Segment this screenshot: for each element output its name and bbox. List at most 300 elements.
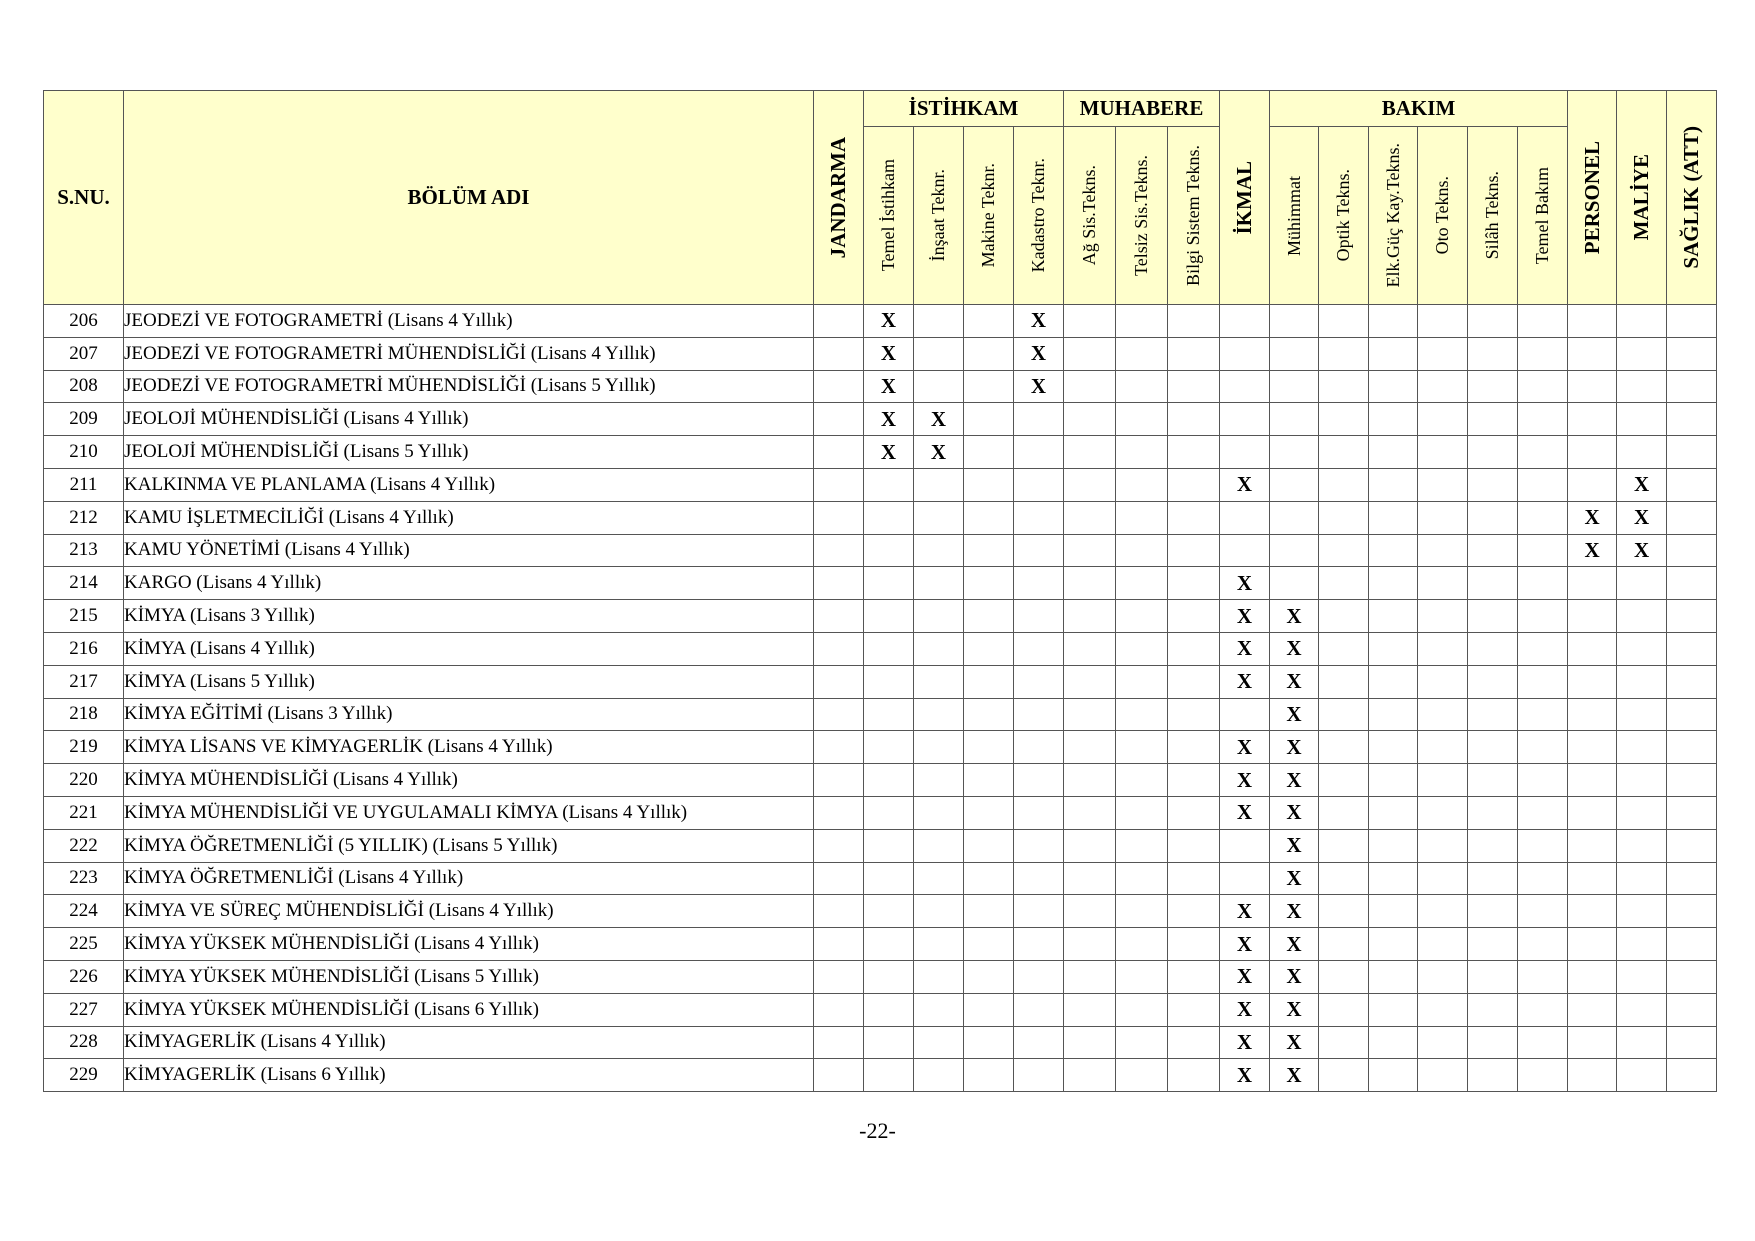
empty-cell [1064,567,1116,600]
empty-cell [864,468,914,501]
row-number: 224 [44,895,124,928]
empty-cell [1319,1026,1369,1059]
empty-cell [1014,698,1064,731]
sno-header: S.NU. [44,91,124,305]
empty-cell [1568,829,1617,862]
istihkam-subcol-label: Kadastro Teknr. [1028,158,1048,273]
table-row [44,1059,1717,1092]
eligibility-mark: X [864,370,914,403]
eligibility-mark: X [864,337,914,370]
empty-cell [1220,862,1270,895]
row-number: 212 [44,501,124,534]
table-header [44,91,1717,305]
empty-cell [1468,698,1518,731]
empty-cell [1518,829,1568,862]
empty-cell [1418,764,1468,797]
empty-cell [1270,468,1319,501]
eligibility-mark: X [1270,960,1319,993]
empty-cell [914,501,964,534]
empty-cell [1270,337,1319,370]
empty-cell [1617,567,1667,600]
row-number: 219 [44,731,124,764]
empty-cell [1270,567,1319,600]
table-row [44,1026,1717,1059]
empty-cell [1116,960,1168,993]
empty-cell [1667,370,1717,403]
row-number: 220 [44,764,124,797]
department-name: KİMYA VE SÜREÇ MÜHENDİSLİĞİ (Lisans 4 Yıllık) [124,895,814,928]
table-row [44,468,1717,501]
eligibility-mark: X [1220,764,1270,797]
empty-cell [1270,305,1319,338]
empty-cell [864,534,914,567]
empty-cell [1064,993,1116,1026]
empty-cell [1064,764,1116,797]
row-number: 206 [44,305,124,338]
empty-cell [1369,468,1418,501]
empty-cell [1116,829,1168,862]
empty-cell [1220,501,1270,534]
empty-cell [1568,1026,1617,1059]
empty-cell [1369,1026,1418,1059]
empty-cell [914,829,964,862]
empty-cell [1168,567,1220,600]
empty-cell [1667,993,1717,1026]
empty-cell [1270,370,1319,403]
department-name: JEODEZİ VE FOTOGRAMETRİ MÜHENDİSLİĞİ (Lisans 4 Yıllık) [124,337,814,370]
department-name: KİMYA LİSANS VE KİMYAGERLİK (Lisans 4 Yıllık) [124,731,814,764]
page-number: -22- [859,1118,896,1143]
empty-cell [1518,370,1568,403]
empty-cell [1667,1059,1717,1092]
empty-cell [1617,1026,1667,1059]
empty-cell [914,928,964,961]
empty-cell [1064,370,1116,403]
subcol-header [1064,127,1116,305]
empty-cell [1418,534,1468,567]
empty-cell [814,928,864,961]
empty-cell [1418,1059,1468,1092]
header-group-row [44,91,1717,127]
empty-cell [814,764,864,797]
ikmal-label: İKMAL [1232,160,1256,235]
empty-cell [1116,1059,1168,1092]
empty-cell [864,665,914,698]
table-row [44,895,1717,928]
eligibility-mark: X [1220,960,1270,993]
empty-cell [1617,403,1667,436]
row-number: 226 [44,960,124,993]
empty-cell [1369,665,1418,698]
empty-cell [1116,796,1168,829]
eligibility-mark: X [1617,534,1667,567]
empty-cell [1270,403,1319,436]
empty-cell [1418,960,1468,993]
empty-cell [1064,862,1116,895]
empty-cell [1468,501,1518,534]
empty-cell [1168,731,1220,764]
muhabere-subcol-label: Ağ Sis.Tekns. [1079,165,1099,266]
eligibility-mark: X [864,436,914,469]
empty-cell [1468,1026,1518,1059]
eligibility-mark: X [1270,796,1319,829]
department-name: KİMYA MÜHENDİSLİĞİ (Lisans 4 Yıllık) [124,764,814,797]
empty-cell [1568,436,1617,469]
empty-cell [964,862,1014,895]
table-row [44,567,1717,600]
empty-cell [814,1026,864,1059]
empty-cell [1369,862,1418,895]
empty-cell [1568,928,1617,961]
empty-cell [1468,764,1518,797]
empty-cell [914,567,964,600]
empty-cell [1468,337,1518,370]
empty-cell [1667,600,1717,633]
empty-cell [964,468,1014,501]
row-number: 216 [44,632,124,665]
empty-cell [1518,468,1568,501]
empty-cell [1667,1026,1717,1059]
empty-cell [1568,1059,1617,1092]
empty-cell [1014,764,1064,797]
empty-cell [1116,600,1168,633]
empty-cell [1568,567,1617,600]
empty-cell [1468,534,1518,567]
empty-cell [1319,895,1369,928]
table-row [44,829,1717,862]
empty-cell [1468,436,1518,469]
empty-cell [1319,928,1369,961]
empty-cell [1568,600,1617,633]
table-row [44,731,1717,764]
empty-cell [1220,829,1270,862]
empty-cell [1617,862,1667,895]
table-row [44,632,1717,665]
empty-cell [1168,337,1220,370]
empty-cell [1568,895,1617,928]
empty-cell [1667,829,1717,862]
empty-cell [1418,665,1468,698]
empty-cell [1116,698,1168,731]
eligibility-mark: X [1270,600,1319,633]
empty-cell [1518,567,1568,600]
empty-cell [1064,796,1116,829]
empty-cell [1667,403,1717,436]
row-number: 208 [44,370,124,403]
empty-cell [1667,862,1717,895]
subcol-header [1116,127,1168,305]
empty-cell [1568,698,1617,731]
empty-cell [1667,764,1717,797]
empty-cell [1369,993,1418,1026]
empty-cell [1518,928,1568,961]
row-number: 221 [44,796,124,829]
department-name: KİMYA MÜHENDİSLİĞİ VE UYGULAMALI KİMYA (Lisans 4 Yıllık) [124,796,814,829]
empty-cell [1518,862,1568,895]
empty-cell [1014,829,1064,862]
empty-cell [1468,305,1518,338]
istihkam-subcol-label: Temel İstihkam [878,159,898,272]
empty-cell [1369,436,1418,469]
empty-cell [1319,403,1369,436]
empty-cell [1617,337,1667,370]
empty-cell [814,862,864,895]
eligibility-mark: X [1220,895,1270,928]
empty-cell [1617,993,1667,1026]
row-number: 214 [44,567,124,600]
empty-cell [1116,501,1168,534]
eligibility-mark: X [1270,632,1319,665]
empty-cell [814,698,864,731]
empty-cell [1064,895,1116,928]
empty-cell [1667,928,1717,961]
table-row [44,436,1717,469]
empty-cell [1418,337,1468,370]
empty-cell [1568,731,1617,764]
empty-cell [964,501,1014,534]
empty-cell [1568,468,1617,501]
empty-cell [1014,436,1064,469]
empty-cell [914,1059,964,1092]
empty-cell [1468,600,1518,633]
empty-cell [1617,436,1667,469]
empty-cell [1319,1059,1369,1092]
empty-cell [914,698,964,731]
table-row [44,698,1717,731]
empty-cell [864,567,914,600]
empty-cell [1319,698,1369,731]
empty-cell [1168,764,1220,797]
eligibility-mark: X [1220,731,1270,764]
empty-cell [864,993,914,1026]
empty-cell [1418,501,1468,534]
empty-cell [1168,829,1220,862]
empty-cell [864,796,914,829]
empty-cell [1116,1026,1168,1059]
eligibility-mark: X [1270,928,1319,961]
bakim-subcol-label: Silâh Tekns. [1482,171,1502,260]
eligibility-mark: X [1220,1059,1270,1092]
empty-cell [1014,862,1064,895]
empty-cell [1168,1059,1220,1092]
empty-cell [1418,895,1468,928]
empty-cell [964,1026,1014,1059]
empty-cell [1418,993,1468,1026]
empty-cell [1418,600,1468,633]
eligibility-table [43,90,1717,1092]
empty-cell [1168,665,1220,698]
eligibility-mark: X [1220,468,1270,501]
empty-cell [814,600,864,633]
eligibility-mark: X [1270,862,1319,895]
empty-cell [1014,567,1064,600]
empty-cell [964,370,1014,403]
empty-cell [914,796,964,829]
empty-cell [1617,731,1667,764]
empty-cell [814,731,864,764]
empty-cell [1168,370,1220,403]
table-row [44,928,1717,961]
bakim-subcol-label: Optik Tekns. [1333,169,1353,262]
subcol-header [1168,127,1220,305]
eligibility-mark: X [1220,665,1270,698]
empty-cell [1064,534,1116,567]
eligibility-mark: X [1270,829,1319,862]
empty-cell [1369,796,1418,829]
department-name: KAMU İŞLETMECİLİĞİ (Lisans 4 Yıllık) [124,501,814,534]
empty-cell [964,403,1014,436]
eligibility-mark: X [1270,1059,1319,1092]
empty-cell [1418,370,1468,403]
empty-cell [1667,501,1717,534]
empty-cell [1518,600,1568,633]
empty-cell [864,928,914,961]
eligibility-mark: X [1014,305,1064,338]
empty-cell [814,632,864,665]
empty-cell [814,895,864,928]
subcol-header [1270,127,1319,305]
table-row [44,993,1717,1026]
empty-cell [1319,436,1369,469]
empty-cell [964,928,1014,961]
muhabere-group-header: MUHABERE [1064,91,1220,127]
eligibility-mark: X [1270,895,1319,928]
table-row [44,665,1717,698]
empty-cell [1568,632,1617,665]
empty-cell [1319,468,1369,501]
empty-cell [1667,534,1717,567]
empty-cell [1617,928,1667,961]
empty-cell [1468,895,1518,928]
empty-cell [1418,1026,1468,1059]
empty-cell [1168,468,1220,501]
empty-cell [1369,370,1418,403]
empty-cell [1014,960,1064,993]
empty-cell [1319,501,1369,534]
empty-cell [1518,534,1568,567]
subcol-header [1468,127,1518,305]
row-number: 215 [44,600,124,633]
empty-cell [1064,468,1116,501]
empty-cell [964,632,1014,665]
empty-cell [1667,698,1717,731]
empty-cell [1518,698,1568,731]
empty-cell [1617,632,1667,665]
bakim-group-header: BAKIM [1270,91,1568,127]
empty-cell [1064,698,1116,731]
eligibility-mark: X [1270,993,1319,1026]
empty-cell [1116,993,1168,1026]
row-number: 228 [44,1026,124,1059]
empty-cell [1468,665,1518,698]
empty-cell [1319,731,1369,764]
row-number: 227 [44,993,124,1026]
empty-cell [814,960,864,993]
empty-cell [1064,960,1116,993]
empty-cell [1518,960,1568,993]
empty-cell [1369,764,1418,797]
subcol-header [1369,127,1418,305]
row-number: 225 [44,928,124,961]
table-row [44,600,1717,633]
empty-cell [1568,305,1617,338]
empty-cell [914,665,964,698]
empty-cell [1667,895,1717,928]
empty-cell [964,600,1014,633]
empty-cell [1319,600,1369,633]
empty-cell [814,567,864,600]
empty-cell [1568,764,1617,797]
empty-cell [1518,632,1568,665]
empty-cell [1168,436,1220,469]
empty-cell [1667,567,1717,600]
empty-cell [1518,501,1568,534]
empty-cell [964,436,1014,469]
maliye-header [1617,91,1667,305]
row-number: 223 [44,862,124,895]
empty-cell [1369,600,1418,633]
department-name: KİMYA YÜKSEK MÜHENDİSLİĞİ (Lisans 4 Yıllık) [124,928,814,961]
eligibility-mark: X [1617,501,1667,534]
empty-cell [1369,698,1418,731]
department-name: KİMYA (Lisans 3 Yıllık) [124,600,814,633]
empty-cell [1468,632,1518,665]
istihkam-group-header: İSTİHKAM [864,91,1064,127]
empty-cell [1518,305,1568,338]
bakim-subcol-label: Elk.Güç Kay.Tekns. [1382,143,1403,288]
empty-cell [864,632,914,665]
empty-cell [914,731,964,764]
empty-cell [1319,993,1369,1026]
empty-cell [964,1059,1014,1092]
empty-cell [1518,1059,1568,1092]
empty-cell [914,993,964,1026]
empty-cell [1369,1059,1418,1092]
empty-cell [964,305,1014,338]
table-body [44,305,1717,1092]
empty-cell [1468,1059,1518,1092]
istihkam-subcol-label: İnşaat Teknr. [928,169,948,262]
eligibility-mark: X [1014,337,1064,370]
empty-cell [914,895,964,928]
empty-cell [964,829,1014,862]
department-name: KİMYAGERLİK (Lisans 4 Yıllık) [124,1026,814,1059]
empty-cell [864,862,914,895]
empty-cell [1418,731,1468,764]
empty-cell [1568,337,1617,370]
eligibility-mark: X [1220,567,1270,600]
table-row [44,337,1717,370]
eligibility-mark: X [1220,993,1270,1026]
eligibility-mark: X [1270,764,1319,797]
empty-cell [1064,665,1116,698]
empty-cell [1014,796,1064,829]
empty-cell [964,665,1014,698]
empty-cell [1116,895,1168,928]
empty-cell [814,665,864,698]
empty-cell [1116,632,1168,665]
empty-cell [964,698,1014,731]
empty-cell [1014,600,1064,633]
row-number: 218 [44,698,124,731]
empty-cell [1064,337,1116,370]
empty-cell [1220,337,1270,370]
subcol-header [1418,127,1468,305]
empty-cell [864,1059,914,1092]
empty-cell [1319,796,1369,829]
row-number: 209 [44,403,124,436]
subcol-header [1014,127,1064,305]
